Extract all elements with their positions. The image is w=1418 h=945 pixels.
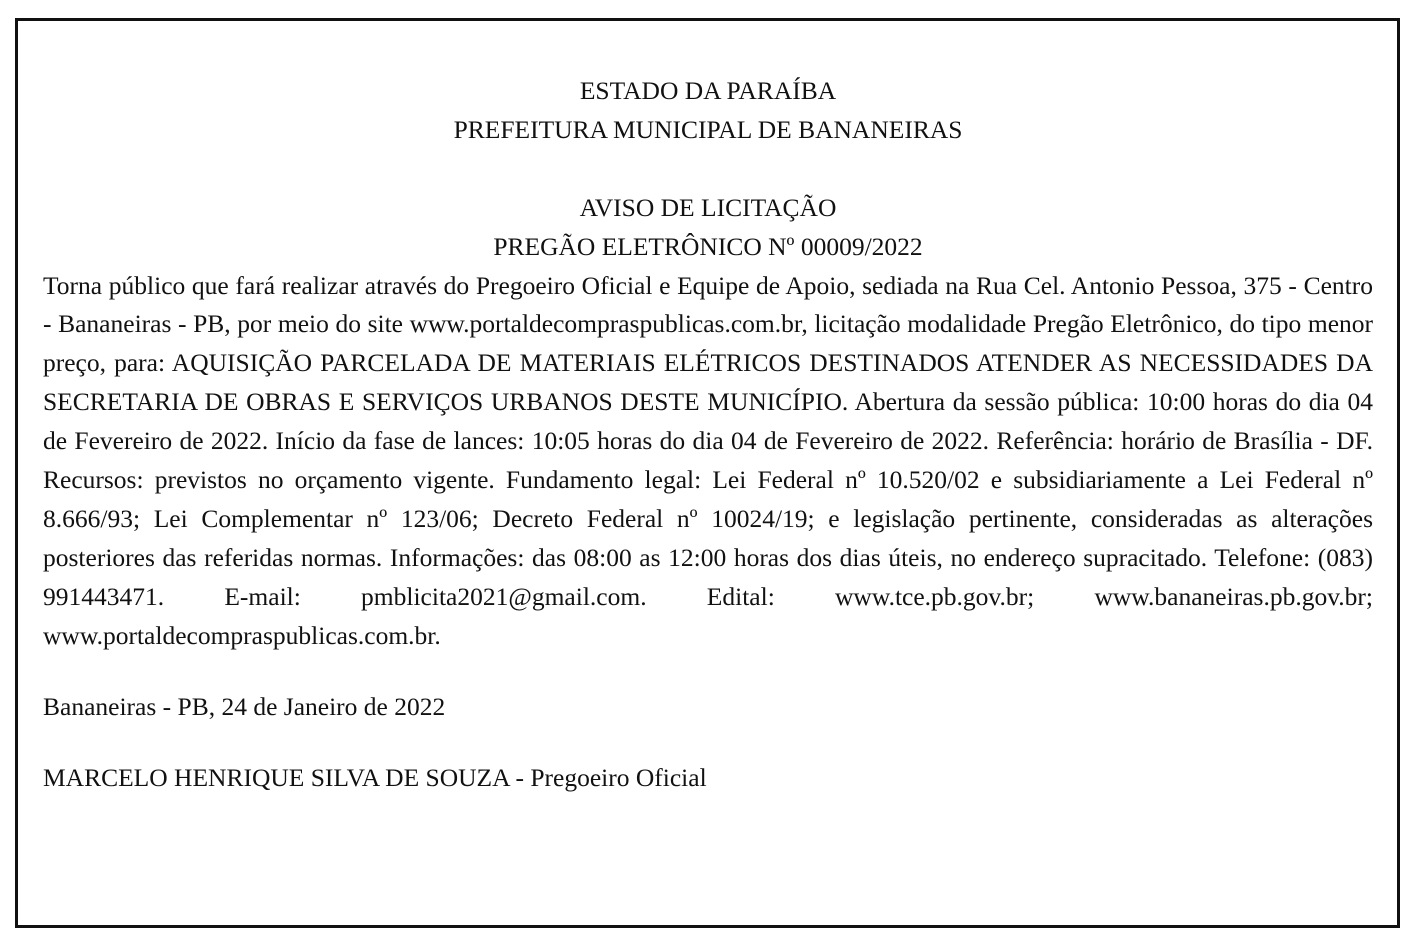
header-block	[43, 72, 1373, 150]
notice-subtitle: PREGÃO ELETRÔNICO Nº 00009/2022	[493, 231, 923, 261]
notice-body: Torna público que fará realizar através do Pregoeiro Oficial e Equipe de Apoio, sediada na Rua Cel. Antonio Pessoa, 375 - Centro - Bananeiras - PB, por meio do site www.portaldecompraspublicas.com.br, licitação modalidade Pregão Eletrônico, do tipo menor preço, para: AQUISIÇÃO PARCELADA DE MATERIAIS ELÉTRICOS DESTINADOS ATENDER AS NECESSIDADES DA SECRETARIA DE OBRAS E SERVIÇOS URBANOS DESTE MUNICÍPIO. Abertura da sessão pública: 10:00 horas do dia 04 de Fevereiro de 2022. Início da fase de lances: 10:05 horas do dia 04 de Fevereiro de 2022. Referência: horário de Brasília - DF. Recursos: previstos no orçamento vigente. Fundamento legal: Lei Federal nº 10.520/02 e subsidiariamente a Lei Federal nº 8.666/93; Lei Complementar nº 123/06; Decreto Federal nº 10024/19; e legislação pertinente, consideradas as alterações posteriores das referidas normas. Informações: das 08:00 as 12:00 horas dos dias úteis, no endereço supracitado. Telefone: (083) 991443471. E-mail: pmblicita2021@gmail.com. Edital: www.tce.pb.gov.br; www.bananeiras.pb.gov.br; www.portaldecompraspublicas.com.br.	[43, 270, 1373, 650]
notice-title: AVISO DE LICITAÇÃO	[579, 192, 837, 222]
municipality-heading: PREFEITURA MUNICIPAL DE BANANEIRAS	[453, 114, 963, 144]
signature: MARCELO HENRIQUE SILVA DE SOUZA - Pregoeiro Oficial	[43, 763, 707, 793]
notice-content	[43, 72, 1373, 798]
spacer	[43, 150, 1373, 189]
place-date: Bananeiras - PB, 24 de Janeiro de 2022	[43, 691, 446, 721]
state-heading: ESTADO DA PARAÍBA	[579, 76, 837, 105]
